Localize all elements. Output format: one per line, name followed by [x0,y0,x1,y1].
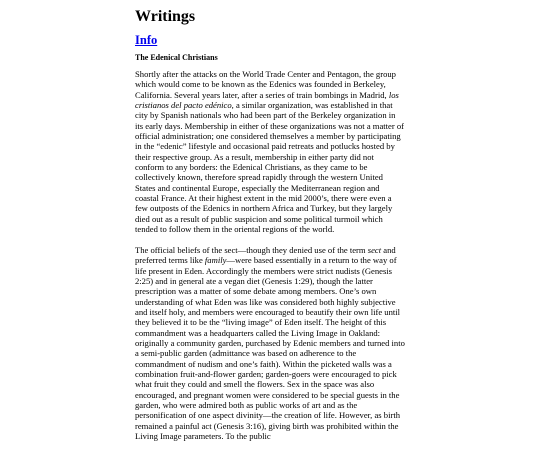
paragraph-text: The official beliefs of the sect—though they denied use of the term [135,244,368,255]
paragraph-text: and preferred terms like [135,244,396,266]
article-paragraph [135,69,405,235]
article-title: The Edenical Christians [135,53,218,62]
info-link[interactable]: Info [135,33,158,47]
paragraph-text: , a similar organization, was established in that city by Spanish nationals who had been part of the Berkeley organization in its early days. Membership in either of these organizations was not a matter of official administration; one considered themselves a member by participating in the “edenic” lifestyle and occasional paid retreats and potlucks hosted by their respective group. As a result, membership in either party did not conform to any borders: the Edenical Christians, as they came to be collectively known, therefore spread rapidly through the western United States and continental Europe, especially the Mediterranean region and coastal France. At their highest extent in the mid 2000’s, there were even a few outposts of the Edenics in northern Africa and Turkey, but they largely died out as a result of public suspicion and some political turmoil which tended to follow them in the oriental regions of the world. [135,100,405,235]
article-body [135,69,405,452]
article-paragraph [135,245,405,442]
emphasized-text: los cristianos del pacto edénico [135,89,399,111]
emphasized-text: family [204,255,227,266]
paragraph-text: Shortly after the attacks on the World Trade Center and Pentagon, the group which would come to be known as the Edenics was founded in Berkeley, California. Several years later, after a series of train bombings in Madrid, [135,69,396,100]
emphasized-text: sect [367,244,382,255]
site-title: Writings [135,8,196,25]
paragraph-text: —were based essentially in a return to the way of life present in Eden. Accordingly the members were strict nudists (Genesis 2:25) and in general ate a vegan diet (Genesis 1:29), though the latter prescription was a matter of some debate among members. One’s own understanding of what Eden was like was considered both highly subjective and itself holy, and members were encouraged to beautify their own life until they believed it to be the “living image” of Eden itself. The height of this commandment was a headquarters called the Living Image in Oakland: originally a community garden, purchased by Edenic members and turned into a semi-public garden (admittance was based on adherence to the commandment of nudism and one’s faith). Within the picketed walls was a combination fruit-and-flower garden; garden-goers were encouraged to pick what fruit they could and smell the flowers. Sex in the space was also encouraged, and pregnant women were considered to be special guests in the garden, who were admired both as public works of art and as the personification of one aspect divinity—the creation of life. However, as birth remained a painful act (Genesis 3:16), giving birth was prohibited within the Living Image parameters. To the public [135,255,405,442]
